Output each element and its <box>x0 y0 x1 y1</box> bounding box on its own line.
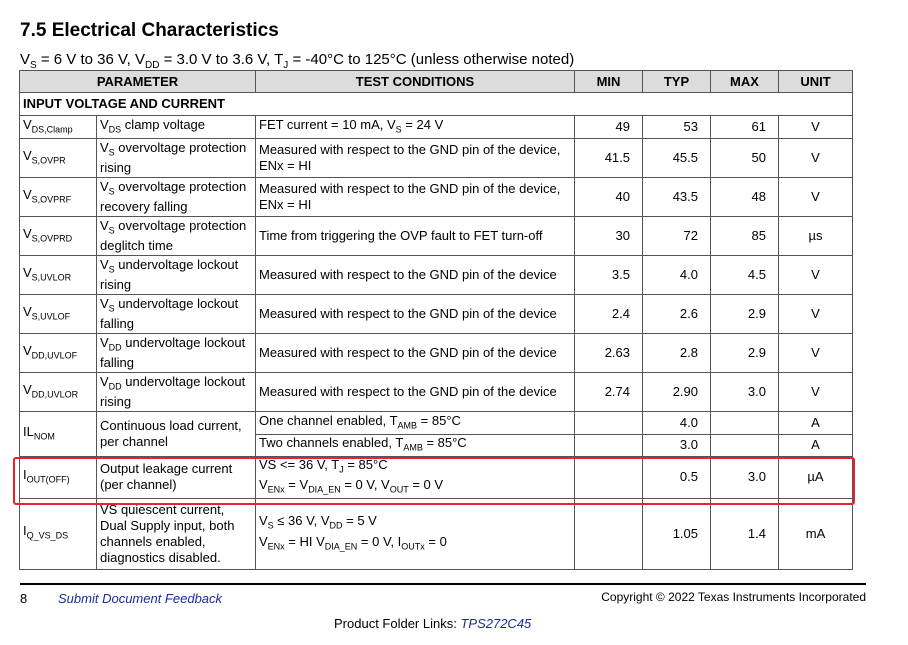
condition-subscript: S <box>267 520 274 531</box>
condition-text: = 0 <box>424 533 447 549</box>
typ-cell <box>643 139 711 178</box>
header-test-conditions: TEST CONDITIONS <box>256 71 575 93</box>
condition-text: V <box>259 477 268 493</box>
condition-text: = 5 V <box>342 513 377 529</box>
header-max: MAX <box>711 71 779 93</box>
typ-value: 2.8 <box>679 345 698 360</box>
symbol-text: V <box>23 342 32 358</box>
min-cell <box>575 435 643 457</box>
parameter-text: overvoltage protection deglitch time <box>100 217 247 254</box>
parameter-cell <box>97 139 256 178</box>
typ-cell <box>643 498 711 569</box>
parameter-subscript: S <box>108 264 115 275</box>
parameter-subscript: S <box>108 186 115 197</box>
typ-cell <box>643 435 711 457</box>
symbol-cell <box>20 217 97 256</box>
symbol-text: IL <box>23 423 34 439</box>
condition-subscript: ENx <box>267 484 285 495</box>
min-cell <box>575 256 643 295</box>
condition-text: = 0 V, I <box>357 533 402 549</box>
max-value: 50 <box>751 150 766 165</box>
condition-cell <box>256 435 575 457</box>
condition-text: = 0 V <box>408 477 444 493</box>
product-folder-links <box>334 616 531 631</box>
symbol-cell <box>20 139 97 178</box>
typ-value: 43.5 <box>672 189 698 204</box>
typ-value: 53 <box>683 119 698 134</box>
condition-subscript: DD <box>329 520 343 531</box>
unit-value: V <box>811 306 820 321</box>
unit-value: V <box>811 267 820 282</box>
parameter-text: V <box>100 373 109 389</box>
unit-cell <box>779 412 853 435</box>
product-folder-link[interactable]: TPS272C45 <box>460 616 532 631</box>
symbol-subscript: DD,UVLOR <box>31 389 79 400</box>
typ-cell <box>643 178 711 217</box>
section-title: 7.5 Electrical Characteristics <box>20 20 279 41</box>
unit-value: A <box>811 437 820 453</box>
max-cell <box>711 334 779 373</box>
min-cell <box>575 217 643 256</box>
condition-text: = HI V <box>284 533 325 549</box>
condition-cell <box>256 373 575 412</box>
min-cell <box>575 178 643 217</box>
max-value: 48 <box>751 189 766 204</box>
parameter-text: undervoltage lockout rising <box>100 373 246 410</box>
condition-text: = V <box>284 477 309 493</box>
min-value: 30 <box>615 228 630 243</box>
typ-value: 4.0 <box>679 415 698 430</box>
condition-text: = 24 V <box>401 116 444 132</box>
min-value: 40 <box>615 189 630 204</box>
typ-cell <box>643 334 711 373</box>
unit-value: A <box>811 415 820 430</box>
condition-subscript: AMB <box>397 420 418 431</box>
parameter-text: overvoltage protection recovery falling <box>100 178 247 215</box>
parameter-cell <box>97 116 256 139</box>
symbol-text: V <box>23 303 32 319</box>
header-typ: TYP <box>643 71 711 93</box>
footer-rule <box>20 583 866 585</box>
typ-cell <box>643 295 711 334</box>
condition-cell <box>256 498 575 569</box>
symbol-subscript: S,OVPRF <box>31 194 72 205</box>
condition-text: Measured with respect to the GND pin of the device, ENx = HI <box>259 181 561 212</box>
condition-cell <box>256 116 575 139</box>
header-unit: UNIT <box>779 71 853 93</box>
min-cell <box>575 373 643 412</box>
parameter-subscript: S <box>108 147 115 158</box>
symbol-cell <box>20 334 97 373</box>
symbol-text: V <box>23 381 32 397</box>
symbol-cell <box>20 116 97 139</box>
parameter-subscript: S <box>108 303 115 314</box>
max-value: 2.9 <box>747 345 766 360</box>
min-value: 3.5 <box>611 267 630 282</box>
symbol-subscript: DS,Clamp <box>31 124 73 135</box>
typ-cell <box>643 256 711 295</box>
symbol-cell <box>20 498 97 569</box>
parameter-text: overvoltage protection rising <box>100 139 247 176</box>
condition-text: = 0 V, V <box>340 477 390 493</box>
condition-text: = 85°C <box>422 435 467 450</box>
max-cell <box>711 295 779 334</box>
operating-conditions: $V_S = 6$ V to 36 V, $V_{DD} = 3.0$ V to 3.6 V, $T_J = -40^\circ C$ to 125°C (unless otherwise noted) <box>20 51 575 71</box>
condition-subscript: ENx <box>267 541 285 552</box>
unit-value: V <box>811 345 820 360</box>
parameter-text: undervoltage lockout rising <box>100 256 239 293</box>
page-number: 8 <box>20 591 28 606</box>
parameter-subscript: DD <box>108 381 122 392</box>
typ-value: 72 <box>683 228 698 243</box>
condition-subscript: AMB <box>403 442 423 453</box>
parameter-text: V <box>100 334 109 350</box>
condition-text: Measured with respect to the GND pin of the device <box>259 384 557 399</box>
min-value: 2.74 <box>604 384 630 399</box>
table-row <box>20 412 853 435</box>
max-value: 4.5 <box>747 267 766 282</box>
unit-cell <box>779 435 853 457</box>
typ-value: 1.05 <box>672 525 698 541</box>
min-cell <box>575 412 643 435</box>
parameter-cell <box>97 412 256 457</box>
condition-subscript: S <box>395 124 402 135</box>
condition-text: ≤ 36 V, V <box>273 513 330 529</box>
parameter-text: V <box>100 116 109 132</box>
parameter-text: Continuous load current, per channel <box>100 417 242 449</box>
parameter-cell <box>97 217 256 256</box>
parameter-subscript: DD <box>108 342 122 353</box>
table-row <box>20 139 853 178</box>
condition-text: Time from triggering the OVP fault to FET turn-off <box>259 228 543 243</box>
parameter-text: undervoltage lockout falling <box>100 334 246 371</box>
symbol-text: V <box>23 264 32 280</box>
max-value: 61 <box>751 119 766 134</box>
copyright-text: Copyright © 2022 Texas Instruments Incorporated <box>601 590 866 604</box>
typ-cell <box>643 116 711 139</box>
unit-value: mA <box>805 525 826 541</box>
typ-value: 2.90 <box>672 384 698 399</box>
parameter-cell <box>97 498 256 569</box>
symbol-text: V <box>23 147 32 163</box>
typ-cell <box>643 373 711 412</box>
min-cell <box>575 139 643 178</box>
condition-subscript: DIA_EN <box>308 484 341 495</box>
symbol-cell <box>20 178 97 217</box>
condition-subscript: J <box>339 464 344 475</box>
parameter-subscript: DS <box>108 124 122 135</box>
symbol-text: I <box>23 466 27 482</box>
max-cell <box>711 256 779 295</box>
min-value: 41.5 <box>604 150 630 165</box>
symbol-subscript: DD,UVLOF <box>31 350 78 361</box>
unit-value: µs <box>808 228 823 243</box>
parameter-cell <box>97 295 256 334</box>
parameter-cell <box>97 373 256 412</box>
header-min: MIN <box>575 71 643 93</box>
unit-cell <box>779 116 853 139</box>
parameter-cell <box>97 256 256 295</box>
min-cell <box>575 334 643 373</box>
condition-cell <box>256 217 575 256</box>
min-value: 49 <box>615 119 630 134</box>
symbol-subscript: S,UVLOR <box>31 272 72 283</box>
condition-text: = 85°C <box>417 412 461 428</box>
condition-text: Measured with respect to the GND pin of the device <box>259 267 557 282</box>
typ-cell <box>643 412 711 435</box>
typ-value: 4.0 <box>679 267 698 282</box>
unit-cell <box>779 178 853 217</box>
unit-cell <box>779 256 853 295</box>
max-cell <box>711 373 779 412</box>
min-value: 2.4 <box>611 306 630 321</box>
condition-cell <box>256 334 575 373</box>
min-cell <box>575 295 643 334</box>
unit-value: µA <box>807 469 824 485</box>
parameter-text: VS quiescent current, Dual Supply input, both channels enabled, diagnostics disabled. <box>100 501 235 565</box>
condition-text: = 85°C <box>343 456 388 472</box>
symbol-subscript: OUT(OFF) <box>26 474 70 485</box>
typ-cell <box>643 217 711 256</box>
highlight-box <box>13 457 855 505</box>
typ-value: 2.6 <box>679 306 698 321</box>
condition-text: V <box>259 533 268 549</box>
parameter-text: clamp voltage <box>121 116 206 132</box>
unit-cell <box>779 295 853 334</box>
typ-value: 45.5 <box>672 150 698 165</box>
symbol-subscript: S,OVPR <box>31 155 66 166</box>
symbol-subscript: NOM <box>33 431 55 442</box>
max-cell <box>711 116 779 139</box>
condition-subscript: OUT <box>389 484 409 495</box>
condition-text: Two channels enabled, T <box>259 435 404 450</box>
symbol-text: I <box>23 523 27 539</box>
unit-cell <box>779 373 853 412</box>
symbol-cell <box>20 412 97 457</box>
condition-text: Measured with respect to the GND pin of the device, ENx = HI <box>259 142 561 173</box>
section-label: INPUT VOLTAGE AND CURRENT <box>20 93 853 116</box>
table-row <box>20 373 853 412</box>
max-cell <box>711 178 779 217</box>
condition-subscript: DIA_EN <box>324 541 358 552</box>
condition-text: Measured with respect to the GND pin of the device <box>259 306 557 321</box>
symbol-text: V <box>23 225 32 241</box>
min-cell <box>575 498 643 569</box>
unit-cell <box>779 139 853 178</box>
condition-cell <box>256 256 575 295</box>
max-cell <box>711 498 779 569</box>
unit-cell <box>779 217 853 256</box>
parameter-text: V <box>100 256 109 272</box>
max-cell <box>711 217 779 256</box>
table-row <box>20 217 853 256</box>
symbol-subscript: S,UVLOF <box>31 311 71 322</box>
symbol-cell <box>20 373 97 412</box>
condition-cell <box>256 178 575 217</box>
header-parameter: PARAMETER <box>20 71 256 93</box>
parameter-text: undervoltage lockout falling <box>100 295 239 332</box>
parameter-text: V <box>100 178 109 194</box>
max-value: 1.4 <box>747 525 766 541</box>
parameter-text: V <box>100 139 109 155</box>
symbol-cell <box>20 256 97 295</box>
parameter-text: Output leakage current (per channel) <box>100 461 233 493</box>
unit-value: V <box>811 189 820 204</box>
table-row <box>20 295 853 334</box>
condition-cell <box>256 295 575 334</box>
condition-cell <box>256 139 575 178</box>
symbol-text: V <box>23 186 32 202</box>
symbol-subscript: Q_VS_DS <box>26 531 69 542</box>
table-row <box>20 178 853 217</box>
table-header-row <box>20 71 853 93</box>
condition-text: Measured with respect to the GND pin of the device <box>259 345 557 360</box>
submit-feedback-link[interactable]: Submit Document Feedback <box>58 591 223 606</box>
unit-value: V <box>811 150 820 165</box>
max-value: 3.0 <box>747 469 766 485</box>
symbol-cell <box>20 295 97 334</box>
condition-cell <box>256 412 575 435</box>
parameter-cell <box>97 178 256 217</box>
max-value: 85 <box>751 228 766 243</box>
max-cell <box>711 435 779 457</box>
section-row <box>20 93 853 116</box>
typ-value: 3.0 <box>679 437 698 453</box>
table-row <box>20 334 853 373</box>
condition-text: VS <= 36 V, T <box>259 456 340 472</box>
max-cell <box>711 139 779 178</box>
unit-value: V <box>811 384 820 399</box>
typ-value: 0.5 <box>679 469 698 485</box>
min-cell <box>575 116 643 139</box>
condition-text: V <box>259 513 268 529</box>
max-value: 2.9 <box>747 306 766 321</box>
folder-label: Product Folder Links: <box>334 616 461 631</box>
parameter-subscript: S <box>108 225 115 236</box>
condition-text: FET current = 10 mA, V <box>259 116 396 132</box>
parameter-cell <box>97 334 256 373</box>
table-row <box>20 116 853 139</box>
table-row <box>20 498 853 569</box>
table-row <box>20 256 853 295</box>
max-value: 3.0 <box>747 384 766 399</box>
unit-cell <box>779 498 853 569</box>
condition-subscript: OUTx <box>401 541 425 552</box>
parameter-text: V <box>100 295 109 311</box>
parameter-text: V <box>100 217 109 233</box>
symbol-subscript: S,OVPRD <box>31 233 73 244</box>
unit-value: V <box>811 119 820 134</box>
min-value: 2.63 <box>604 345 630 360</box>
condition-text: One channel enabled, T <box>259 412 398 428</box>
unit-cell <box>779 334 853 373</box>
symbol-text: V <box>23 116 32 132</box>
max-cell <box>711 412 779 435</box>
